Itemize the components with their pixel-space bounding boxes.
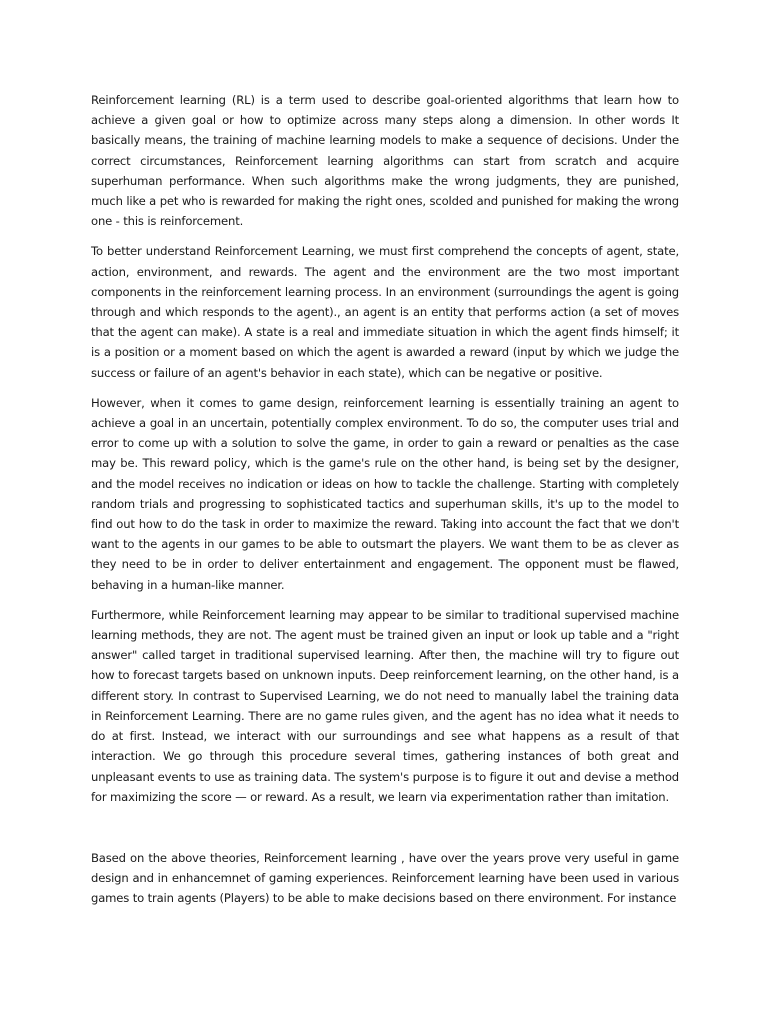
paragraph-game-design: However, when it comes to game design, reinforcement learning is essentially training an agent to achieve a goal in an uncertain, potentially complex environment. To do so, the computer uses trial and error to come up with a solution to solve the game, in order to gain a reward or penalties as the case may be. This reward policy, which is the game's rule on the other hand, is being set by the designer, and the model receives no indication or ideas on how to tackle the challenge. Starting with completely random trials and progressing to sophisticated tactics and superhuman skills, it's up to the model to find out how to do the task in order to maximize the reward. Taking into account the fact that we don't want to the agents in our games to be able to outsmart the players. We want them to be as clever as they need to be in order to deliver entertainment and engagement. The opponent must be flawed, behaving in a human-like manner. <box>91 395 679 592</box>
paragraph-supervised-comparison: Furthermore, while Reinforcement learning may appear to be similar to traditional supervised machine learning methods, they are not. The agent must be trained given an input or look up table and a "right answer" called target in traditional supervised learning. After then, the machine will try to figure out how to forecast targets based on unknown inputs. Deep reinforcement learning, on the other hand, is a different story. In contrast to Supervised Learning, we do not need to manually label the training data in Reinforcement Learning. There are no game rules given, and the agent has no idea what it needs to do at first. Instead, we interact with our surroundings and see what happens as a result of that interaction. We go through this procedure several times, gathering instances of both great and unpleasant events to use as training data. The system's purpose is to figure it out and devise a method for maximizing the score — or reward. As a result, we learn via experimentation rather than imitation. <box>91 607 679 804</box>
document-page <box>91 90 679 909</box>
paragraph-rl-concepts: To better understand Reinforcement Learning, we must first comprehend the concepts of agent, state, action, environment, and rewards. The agent and the environment are the two most important components in the reinforcement learning process. In an environment (surroundings the agent is going through and which responds to the agent)., an agent is an entity that performs action (a set of moves that the agent can make). A state is a real and immediate situation in which the agent finds himself; it is a position or a moment based on which the agent is awarded a reward (input by which we judge the success or failure of an agent's behavior in each state), which can be negative or positive. <box>91 244 679 380</box>
paragraph-applications: Based on the above theories, Reinforcement learning , have over the years prove very useful in game design and in enhancemnet of gaming experiences. Reinforcement learning have been used in various games to train agents (Players) to be able to make decisions based on there environment. For instance <box>91 850 679 906</box>
paragraph-rl-definition: Reinforcement learning (RL) is a term used to describe goal-oriented algorithms that learn how to achieve a given goal or how to optimize across many steps along a dimension. In other words It basically means, the training of machine learning models to make a sequence of decisions. Under the correct circumstances, Reinforcement learning algorithms can start from scratch and acquire superhuman performance. When such algorithms make the wrong judgments, they are punished, much like a pet who is rewarded for making the right ones, scolded and punished for making the wrong one - this is reinforcement. <box>91 93 679 229</box>
